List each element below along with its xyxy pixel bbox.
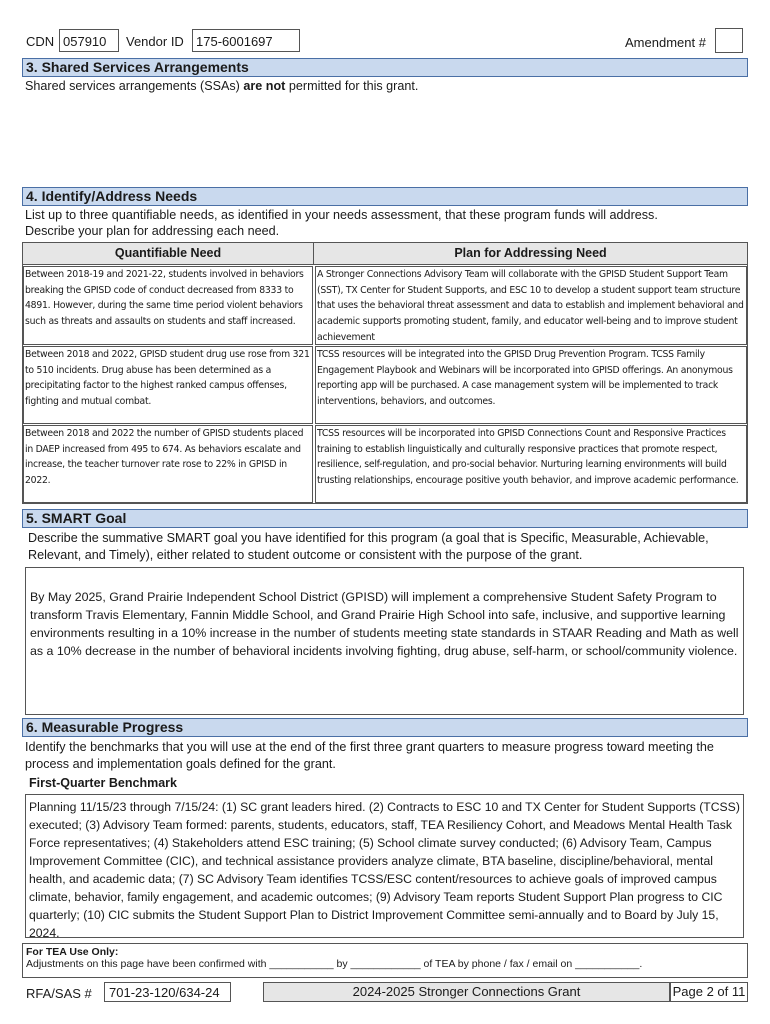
ssa-text-bold: are not xyxy=(243,79,286,93)
vendor-id-field[interactable]: 175-6001697 xyxy=(192,29,300,52)
first-quarter-benchmark-field[interactable]: Planning 11/15/23 through 7/15/24: (1) SC grant leaders hired. (2) Contracts to ESC 10 and TX Center for Student Supports (TCSS) executed; (3) Advisory Team formed: parents, students, educators, staff, TEA Resiliency Cohort, and Meadows Mental Health Task Force representatives; (4) Stakeholders attend ESC training; (5) School climate survey conducted; (6) Advisory Team, Campus Improvement Committee (CIC), and technical assistance providers analyze climate, BTA baseline, discipline/behavioral, mental health, and academic data; (7) SC Advisory Team identifies TCSS/ESC content/resources to achieve goals of improved campus climate, behavior, family engagement, and academic outcomes; (9) Advisory Team reports Student Support Plan progress to CIC quarterly; (10) CIC submits the Student Support Plan to District Improvement Committee semi-annually and to Board by July 15, 2024. xyxy=(25,794,744,938)
col-header-plan: Plan for Addressing Need xyxy=(314,243,747,265)
rfa-number: 701-23-120/634-24 xyxy=(104,982,231,1002)
plan-cell-3[interactable]: TCSS resources will be incorporated into GPISD Connections Count and Responsive Practices training to establish linguistically and culturally responsive practices that promote respect, resilience, self-regulation, and pro-social behavior. Nurturing learning environments will build trusting relationships, encourage positive youth behavior, and improve academic performance. xyxy=(315,425,747,503)
amendment-label: Amendment # xyxy=(625,35,706,50)
cdn-label: CDN xyxy=(26,34,55,49)
vendor-id-label: Vendor ID xyxy=(126,34,184,49)
tea-use-title: For TEA Use Only: xyxy=(26,946,119,958)
needs-table xyxy=(22,242,748,504)
page-number: Page 2 of 11 xyxy=(670,982,748,1002)
section-3-title: 3. Shared Services Arrangements xyxy=(22,58,748,77)
tea-use-text: Adjustments on this page have been confirmed with ___________ by ____________ of TEA by phone / fax / email on ___________. xyxy=(26,958,643,970)
section-4-title: 4. Identify/Address Needs xyxy=(22,187,748,206)
plan-cell-1[interactable]: A Stronger Connections Advisory Team will collaborate with the GPISD Student Support Team (SST), TX Center for Student Supports, and ESC 10 to develop a student support team structure that uses the behavioral threat assessment and data to establish and implement behavioral and academic supports promoting student, family, and educator well-being and to improve student achievement xyxy=(315,266,747,345)
need-cell-2[interactable]: Between 2018 and 2022, GPISD student drug use rose from 321 to 510 incidents. Drug abuse has been determined as a precipitating factor to the highest ranked campus offenses, fighting and mutual combat. xyxy=(23,346,313,424)
amendment-field[interactable] xyxy=(715,28,743,53)
need-cell-3[interactable]: Between 2018 and 2022 the number of GPISD students placed in DAEP increased from 495 to 674. As behaviors escalate and increase, the teacher turnover rate rose to 22% in GPISD in 2022. xyxy=(23,425,313,503)
section-4-instructions-line2: Describe your plan for addressing each need. xyxy=(25,224,280,238)
section-5-title: 5. SMART Goal xyxy=(22,509,748,528)
first-quarter-label: First-Quarter Benchmark xyxy=(29,776,177,790)
need-cell-1[interactable]: Between 2018-19 and 2021-22, students involved in behaviors breaking the GPISD code of conduct decreased from 8333 to 4891. However, during the same time period violent behaviors such as threats and assaults on students and staff increased. xyxy=(23,266,313,345)
ssa-text-before: Shared services arrangements (SSAs) xyxy=(25,79,244,93)
section-6-instructions: Identify the benchmarks that you will use at the end of the first three grant quarters to measure progress toward meeting the process and implementation goals defined for the grant. xyxy=(25,740,714,771)
smart-goal-field[interactable]: By May 2025, Grand Prairie Independent School District (GPISD) will implement a comprehensive Student Safety Program to transform Travis Elementary, Fannin Middle School, and Grand Prairie High School into safe, inclusive, and supportive learning environments resulting in a 10% increase in the number of students meeting state standards in STAAR Reading and Math as well as a 10% decrease in the number of behavioral incidents involving fighting, drug abuse, self-harm, or school/community violence. xyxy=(25,567,744,715)
cdn-field[interactable]: 057910 xyxy=(59,29,119,52)
col-header-need: Quantifiable Need xyxy=(23,243,314,265)
section-6-title: 6. Measurable Progress xyxy=(22,718,748,737)
ssa-text-after: permitted for this grant. xyxy=(285,79,419,93)
plan-cell-2[interactable]: TCSS resources will be integrated into the GPISD Drug Prevention Program. TCSS Family Engagement Playbook and Webinars will be incorporated into GPISD offerings. An anonymous reporting app will be purchased. A case management system will be implemented to track interventions, behaviors, and outcomes. xyxy=(315,346,747,424)
section-5-instructions: Describe the summative SMART goal you have identified for this program (a goal that is Specific, Measurable, Achievable, Relevant, and Timely), either related to student outcome or consistent with the purpose of the grant. xyxy=(28,531,709,562)
section-4-instructions-line1: List up to three quantifiable needs, as identified in your needs assessment, that these program funds will address. xyxy=(25,208,658,222)
program-name: 2024-2025 Stronger Connections Grant xyxy=(263,982,670,1002)
section-4-instructions xyxy=(25,207,755,239)
rfa-label: RFA/SAS # xyxy=(26,986,92,1001)
tea-use-box xyxy=(22,943,748,978)
section-3-text xyxy=(25,78,418,94)
